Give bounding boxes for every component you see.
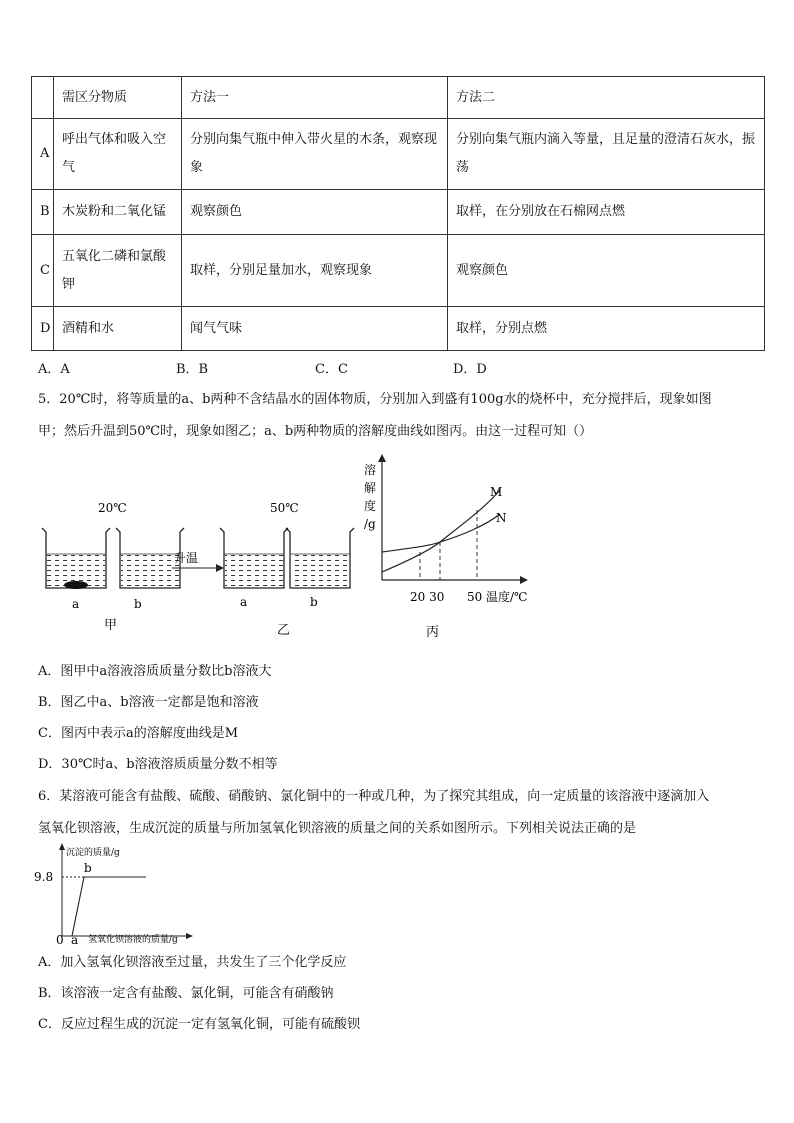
table-row [32,190,765,235]
y-label-char: 度 [364,499,377,513]
beaker-yi-b [286,528,354,588]
point-a-label: a [71,933,79,945]
method1-cell: 取样，分别足量加水，观察现象 [182,235,448,307]
q5-figure [30,448,550,648]
q5-option-c[interactable]: C．图丙中表示a的溶解度曲线是M [38,726,239,741]
table-header-cell: 方法二 [448,77,765,119]
substance-cell: 木炭粉和二氧化锰 [54,190,182,235]
row-label: B [32,190,54,235]
q5-option-b[interactable]: B．图乙中a、b溶液一定都是饱和溶液 [38,695,259,710]
table-header-row [32,77,765,119]
substance-cell: 五氧化二磷和氯酸钾 [54,235,182,307]
table-header-cell: 需区分物质 [54,77,182,119]
q5-stem-line1: 5．20℃时，将等质量的a、b两种不含结晶水的固体物质，分别加入到盛有100g水的烧杯中，充分搅拌后，现象如图 [38,392,712,407]
method2-cell: 观察颜色 [448,235,765,307]
curve-m-label: M [490,485,503,499]
method1-cell: 闻气气味 [182,307,448,351]
beaker-label-b: b [310,595,318,609]
label-yi: 乙 [277,623,291,638]
substance-cell: 呼出气体和吸入空气 [54,119,182,190]
beaker-label-b: b [134,597,142,611]
method2-cell: 取样，分别点燃 [448,307,765,351]
table-row [32,235,765,307]
curve-n [382,514,500,552]
q6-option-a[interactable]: A．加入氢氧化钡溶液至过量，共发生了三个化学反应 [38,955,347,970]
table-header-cell [32,77,54,119]
x-axis-label: 温度/℃ [486,590,528,604]
comparison-table [31,76,765,351]
temp-50-label: 50℃ [270,501,299,515]
x-tick-50: 50 [467,590,483,604]
solubility-chart [364,454,528,604]
row-label: C [32,235,54,307]
row-label: D [32,307,54,351]
method2-cell: 取样，在分别放在石棉网点燃 [448,190,765,235]
option-a[interactable]: A．A [38,362,70,377]
q5-option-a[interactable]: A．图甲中a溶液溶质质量分数比b溶液大 [38,664,272,679]
row-label: A [32,119,54,190]
beaker-label-a: a [72,597,80,611]
beaker-jia-a [42,528,110,589]
table-header-cell: 方法一 [182,77,448,119]
q5-option-d[interactable]: D．30℃时a、b溶液溶质质量分数不相等 [38,757,278,772]
q6-stem-line2: 氢氧化钡溶液，生成沉淀的质量与所加氢氧化钡溶液的质量之间的关系如图所示。下列相关说法正确的是 [38,821,637,836]
label-bing: 丙 [426,625,440,640]
method1-cell: 分别向集气瓶中伸入带火星的木条，观察现象 [182,119,448,190]
method1-cell: 观察颜色 [182,190,448,235]
q5-stem-line2: 甲；然后升温到50℃时，现象如图乙；a、b两种物质的溶解度曲线如图丙。由这一过程可知（） [38,424,593,439]
arrow-label: 升温 [174,551,199,565]
q6-chart [34,840,214,945]
option-d[interactable]: D．D [453,362,487,377]
label-jia: 甲 [104,618,118,633]
table-row [32,119,765,190]
beaker-yi-a [220,528,288,588]
point-b-label: b [84,861,92,875]
q6-option-c[interactable]: C．反应过程生成的沉淀一定有氢氧化铜，可能有硫酸钡 [38,1017,360,1032]
q6-stem-line1: 6．某溶液可能含有盐酸、硫酸、硝酸钠、氯化铜中的一种或几种，为了探究其组成，向一定质量的该溶液中逐滴加入 [38,789,710,804]
origin-label: 0 [56,933,64,945]
precipitate-line [62,877,146,936]
y-tick-9-8: 9.8 [34,870,54,884]
x-axis-label: 氢氧化钡溶液的质量/g [88,935,178,945]
x-tick-20-30: 20 30 [410,590,445,604]
y-axis-label: 沉淀的质量/g [66,848,120,858]
q6-option-b[interactable]: B．该溶液一定含有盐酸、氯化铜，可能含有硝酸钠 [38,986,334,1001]
option-c[interactable]: C．C [315,362,348,377]
curve-n-label: N [496,511,507,525]
method2-cell: 分别向集气瓶内滴入等量，且足量的澄清石灰水，振荡 [448,119,765,190]
y-label-char: /g [364,517,376,531]
y-label-char: 解 [364,481,377,495]
substance-cell: 酒精和水 [54,307,182,351]
curve-m [382,490,500,572]
y-label-char: 溶 [364,463,377,477]
table-row [32,307,765,351]
beaker-label-a: a [240,595,248,609]
temp-20-label: 20℃ [98,501,127,515]
option-b[interactable]: B．B [176,362,209,377]
